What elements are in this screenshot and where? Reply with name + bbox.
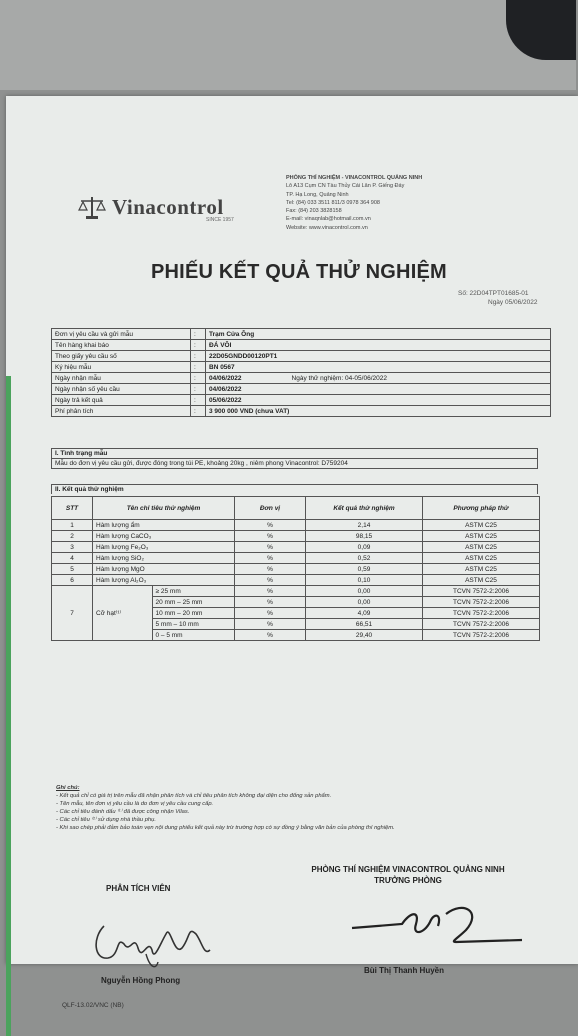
cell-method: TCVN 7572-2:2006: [423, 608, 540, 619]
lab-line: Fax: (84) 203 3828158: [286, 208, 342, 215]
cell-stt: 3: [52, 542, 93, 553]
form-code: QLF-13.02/VNC (NB): [62, 1002, 124, 1009]
background-desk: [0, 0, 576, 90]
cell-method: TCVN 7572-2:2006: [423, 586, 540, 597]
cell-method: ASTM C25: [423, 520, 540, 531]
page-edge-stripe: [6, 376, 11, 1036]
col-result: Kết quả thử nghiệm: [306, 497, 423, 520]
info-label: Tên hàng khai báo: [52, 340, 191, 351]
cell-result: 0,59: [306, 564, 423, 575]
cell-name: Hàm lượng MgO: [93, 564, 235, 575]
info-row: [52, 373, 551, 384]
results-table: [51, 496, 540, 641]
table-row: [52, 586, 540, 597]
cell-method: ASTM C25: [423, 564, 540, 575]
cell-method: TCVN 7572-2:2006: [423, 597, 540, 608]
logo-wordmark: Vinacontrol: [112, 195, 224, 219]
sample-state-section: [51, 448, 538, 469]
cell-unit: %: [235, 575, 306, 586]
logo-since: SINCE 1957: [206, 217, 234, 223]
approver-signature: [346, 894, 526, 954]
cell-name: Hàm lượng CaCO₃: [93, 531, 235, 542]
table-row: [52, 520, 540, 531]
cell-unit: %: [235, 586, 306, 597]
cell-size-name: Cỡ hạt⁽¹⁾: [93, 586, 153, 641]
cell-method: TCVN 7572-2:2006: [423, 630, 540, 641]
info-row: [52, 384, 551, 395]
cell-result: 98,15: [306, 531, 423, 542]
info-row: [52, 395, 551, 406]
test-date: Ngày thử nghiệm: 04-05/06/2022: [291, 374, 387, 382]
cell-name: Hàm lượng SiO₂: [93, 553, 235, 564]
lab-line: E-mail: vinaqnlab@hotmail.com.vn: [286, 216, 371, 223]
cell-size-range: 0 – 5 mm: [152, 630, 235, 641]
info-colon: :: [191, 373, 206, 384]
cell-stt: 2: [52, 531, 93, 542]
info-label: Ngày nhận số yêu cầu: [52, 384, 191, 395]
cell-result: 29,40: [306, 630, 423, 641]
document-title: PHIẾU KẾT QUẢ THỬ NGHIỆM: [151, 261, 447, 283]
cell-unit: %: [235, 531, 306, 542]
info-value: [206, 373, 551, 384]
info-row: [52, 351, 551, 362]
col-method: Phương pháp thử: [423, 497, 540, 520]
cell-result: 66,51: [306, 619, 423, 630]
cell-name: Hàm lượng Fe₂O₃: [93, 542, 235, 553]
info-value: 22D05GNDD00120PT1: [206, 351, 551, 362]
info-colon: :: [191, 362, 206, 373]
cell-method: ASTM C25: [423, 575, 540, 586]
cell-method: TCVN 7572-2:2006: [423, 619, 540, 630]
table-row: [52, 531, 540, 542]
note-line: - Kết quả chỉ có giá trị trên mẫu đã nhận phân tích và chỉ tiêu phân tích không đại diện cho đống sản phẩm.: [56, 793, 332, 799]
cell-unit: %: [235, 553, 306, 564]
cell-method: ASTM C25: [423, 542, 540, 553]
approver-org: PHÒNG THÍ NGHIỆM VINACONTROL QUẢNG NINH: [311, 865, 505, 874]
cell-unit: %: [235, 619, 306, 630]
table-row: [52, 542, 540, 553]
info-colon: :: [191, 340, 206, 351]
cell-result: 4,09: [306, 608, 423, 619]
info-label: Phí phân tích: [52, 406, 191, 417]
info-value: BN 0567: [206, 362, 551, 373]
lab-line: Website: www.vinacontrol.com.vn: [286, 224, 368, 231]
notes: [56, 784, 395, 832]
col-unit: Đơn vị: [235, 497, 306, 520]
document-page: [6, 96, 578, 1009]
info-value: 04/06/2022: [206, 384, 551, 395]
cell-unit: %: [235, 630, 306, 641]
table-row: [52, 564, 540, 575]
info-colon: :: [191, 329, 206, 340]
company-logo: [78, 194, 224, 220]
info-colon: :: [191, 384, 206, 395]
cell-size-range: ≥ 25 mm: [152, 586, 235, 597]
cell-result: 2,14: [306, 520, 423, 531]
note-line: - Các chỉ tiêu ⁽²⁾ sử dụng nhà thầu phụ.: [56, 817, 156, 823]
info-row: [52, 406, 551, 417]
cell-result: 0,52: [306, 553, 423, 564]
cell-result: 0,09: [306, 542, 423, 553]
info-row: [52, 362, 551, 373]
note-line: - Khi sao chép phải đảm bảo toàn vẹn nội dung phiếu kết quả này trừ trường hợp có sự đồng ý bằng văn bản của phòng thí nghiệm.: [56, 825, 395, 831]
cell-stt: 1: [52, 520, 93, 531]
info-label: Ngày trả kết quả: [52, 395, 191, 406]
receive-date: 04/06/2022: [209, 374, 242, 382]
info-colon: :: [191, 395, 206, 406]
info-colon: :: [191, 406, 206, 417]
cell-size-range: 20 mm – 25 mm: [152, 597, 235, 608]
cell-result: 0,00: [306, 586, 423, 597]
info-label: Ký hiệu mẫu: [52, 362, 191, 373]
info-label: Theo giấy yêu cầu số: [52, 351, 191, 362]
cell-result: 0,00: [306, 597, 423, 608]
info-value: Trạm Cửa Ông: [206, 329, 551, 340]
results-header-row: [52, 497, 540, 520]
info-value: 3 900 000 VND (chưa VAT): [206, 406, 551, 417]
info-value: 05/06/2022: [206, 395, 551, 406]
info-label: Ngày nhận mẫu: [52, 373, 191, 384]
notes-heading: Ghi chú:: [56, 785, 80, 791]
document-number: Số: 22D04TPT01685-01: [458, 290, 529, 297]
lab-line: Lô A13 Cụm CN Tàu Thủy Cái Lân P. Giếng Đáy: [286, 183, 405, 190]
cell-unit: %: [235, 608, 306, 619]
cell-name: Hàm lượng ẩm: [93, 520, 235, 531]
document-number-block: [458, 289, 538, 307]
info-row: [52, 340, 551, 351]
analyst-name: Nguyễn Hồng Phong: [101, 976, 181, 985]
cell-stt: 5: [52, 564, 93, 575]
results-heading: II. Kết quả thử nghiệm: [55, 486, 124, 493]
analyst-title: PHÂN TÍCH VIÊN: [106, 884, 171, 893]
document-date: Ngày 05/06/2022: [488, 299, 538, 306]
cell-unit: %: [235, 542, 306, 553]
lab-line: TP. Hạ Long, Quảng Ninh: [286, 191, 349, 198]
scales-icon: [78, 194, 106, 220]
cell-stt: 7: [52, 586, 93, 641]
table-row: [52, 575, 540, 586]
sample-state-heading: I. Tình trạng mẫu: [52, 449, 537, 459]
note-line: - Tên mẫu, tên đơn vị yêu cầu là do đơn vị yêu cầu cung cấp.: [56, 801, 214, 807]
cell-unit: %: [235, 597, 306, 608]
cell-result: 0,10: [306, 575, 423, 586]
info-value: ĐÁ VÔI: [206, 340, 551, 351]
cell-method: ASTM C25: [423, 553, 540, 564]
col-name: Tên chỉ tiêu thử nghiệm: [93, 497, 235, 520]
cell-size-range: 10 mm – 20 mm: [152, 608, 235, 619]
cell-name: Hàm lượng Al₂O₃: [93, 575, 235, 586]
lab-contact: [286, 174, 422, 232]
cell-size-range: 5 mm – 10 mm: [152, 619, 235, 630]
approver-title: TRƯỞNG PHÒNG: [374, 876, 442, 885]
cell-stt: 4: [52, 553, 93, 564]
cell-method: ASTM C25: [423, 531, 540, 542]
table-row: [52, 553, 540, 564]
approver-block: [288, 864, 528, 886]
note-line: - Các chỉ tiêu đánh dấu ⁽¹⁾ đã được công nhận Vilas.: [56, 809, 190, 815]
cell-unit: %: [235, 564, 306, 575]
info-colon: :: [191, 351, 206, 362]
info-row: [52, 329, 551, 340]
approver-name: Bùi Thị Thanh Huyền: [364, 966, 444, 975]
results-heading-box: [51, 484, 538, 494]
analyst-signature: [86, 904, 226, 974]
info-label: Đơn vị yêu cầu và gửi mẫu: [52, 329, 191, 340]
sample-state-text: Mẫu do đơn vị yêu cầu gửi, được đóng trong túi PE, khoảng 20kg , niêm phong Vinacontrol: D759204: [55, 460, 348, 467]
col-stt: STT: [52, 497, 93, 520]
lab-name: PHÒNG THÍ NGHIỆM - VINACONTROL QUẢNG NINH: [286, 175, 423, 181]
cell-stt: 6: [52, 575, 93, 586]
lab-line: Tel: (84) 033 3511 811/3 0978 364 908: [286, 199, 380, 206]
info-table: [51, 328, 551, 417]
cell-unit: %: [235, 520, 306, 531]
